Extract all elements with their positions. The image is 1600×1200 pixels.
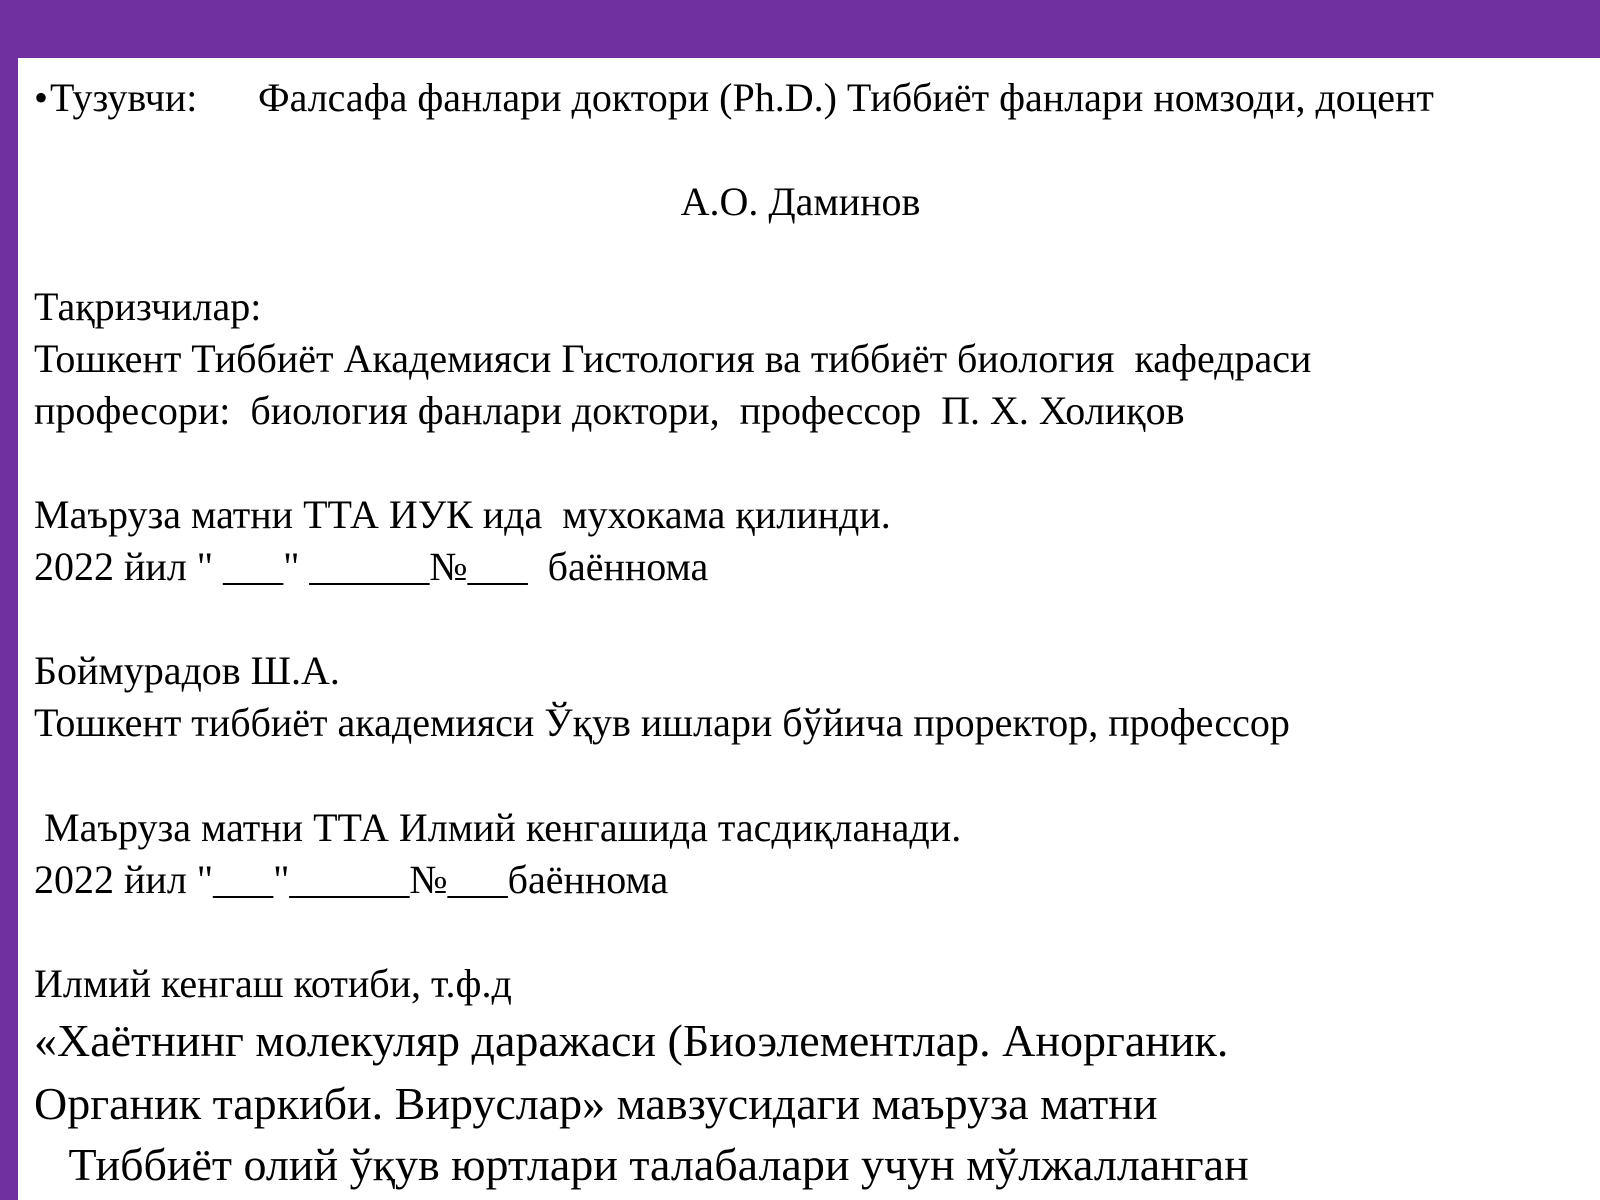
document-page — [18, 58, 1600, 1200]
top-accent-bar — [0, 0, 1600, 58]
lecture-title-line-3: Тиббиёт олий ўқув юртлари талабалари учун мўлжалланган — [34, 1139, 1249, 1190]
author-title: Фалсафа фанлари доктори (Ph.D.) Тиббиёт фанлари номзоди, доцент — [258, 75, 1434, 120]
left-accent-bar — [0, 0, 18, 1200]
lecture-title-line-1: «Хаётнинг молекуляр даражаси (Биоэлементлар. Анорганик. — [34, 1015, 1229, 1066]
lecture-title-line-2: Органик таркиби. Вируслар» мавзусидаги маъруза матни — [34, 1078, 1158, 1129]
discussion-protocol: 2022 йил " ___" ______№___ баённома — [34, 544, 709, 589]
reviewer-line-1: Тошкент Тиббиёт Академияси Гистология ва тиббиёт биология кафедраси — [34, 336, 1312, 381]
author-label-line — [34, 75, 198, 120]
bullet-icon: • — [34, 75, 49, 120]
approver-name: Боймурадов Ш.А. — [34, 648, 340, 693]
discussion-line-1: Маъруза матни ТТА ИУК ида мухокама қилинди. — [34, 492, 891, 537]
approval-protocol: 2022 йил "___"______№___баённома — [34, 857, 669, 902]
reviewer-line-2: професори: биология фанлари доктори, профессор П. Х. Холиқов — [34, 388, 1185, 433]
approver-position: Тошкент тиббиёт академияси Ўқув ишлари бўйича проректор, профессор — [34, 700, 1290, 745]
author-label: Тузувчи: — [50, 75, 198, 120]
approval-line-1: Маъруза матни ТТА Илмий кенгашида тасдиқланади. — [34, 805, 962, 850]
secretary-line: Илмий кенгаш котиби, т.ф.д — [34, 961, 512, 1006]
author-name: А.О. Даминов — [680, 179, 921, 224]
reviewers-heading: Тақризчилар: — [34, 284, 262, 329]
